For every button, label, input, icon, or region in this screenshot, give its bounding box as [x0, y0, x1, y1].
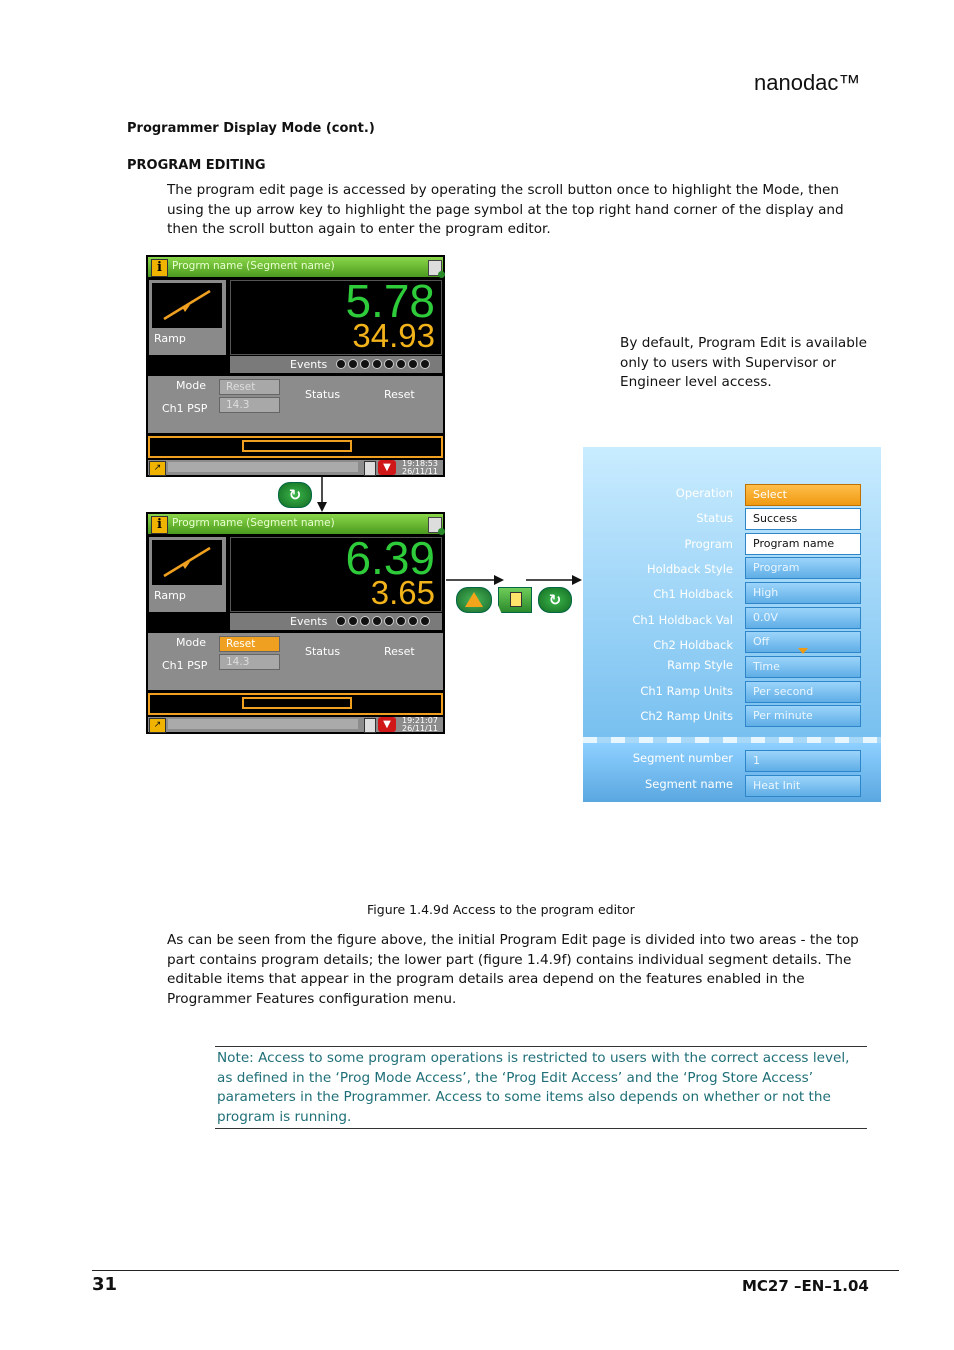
- info-icon[interactable]: i: [151, 516, 168, 534]
- event-dot: [372, 359, 382, 369]
- mode-field[interactable]: Reset: [219, 379, 280, 395]
- ramp-arrow-icon: [152, 283, 222, 328]
- holdback-style-field[interactable]: Program: [745, 557, 861, 579]
- mode-panel: [148, 633, 443, 690]
- ch1-holdback-label: Ch1 Holdback: [653, 587, 733, 601]
- time: 19:18:53: [402, 459, 438, 468]
- value-display: [230, 275, 442, 355]
- setpoint-value: 3.65: [370, 574, 435, 611]
- events-label: Events: [290, 358, 328, 371]
- event-dot: [360, 616, 370, 626]
- ch1-ramp-units-field[interactable]: Per second: [745, 681, 861, 703]
- status-label: Status: [305, 388, 341, 401]
- status-value: Reset: [384, 645, 415, 658]
- psp-field[interactable]: 14.3: [219, 397, 280, 413]
- psp-label: Ch1 PSP: [162, 402, 208, 415]
- ch2-ramp-units-label: Ch2 Ramp Units: [640, 709, 733, 723]
- mode-field[interactable]: Reset: [219, 636, 280, 652]
- ch1-holdback-field[interactable]: High: [745, 582, 861, 604]
- event-dot: [396, 359, 406, 369]
- access-note: By default, Program Edit is available only to users with Supervisor or Engineer level access.: [620, 335, 868, 390]
- usb-icon: [364, 461, 376, 476]
- mode-label: Mode: [176, 636, 206, 649]
- setpoint-value: 34.93: [352, 317, 435, 354]
- process-value: 6.39: [345, 532, 435, 584]
- event-dot: [360, 359, 370, 369]
- ramp-style-label: Ramp Style: [667, 658, 733, 672]
- instrument-screen-1: [146, 255, 445, 477]
- message-area: [168, 719, 358, 729]
- mode-label: Mode: [176, 379, 206, 392]
- ramp-graphic: [152, 283, 222, 328]
- wrench-icon[interactable]: ↗: [149, 461, 166, 476]
- event-dot: [372, 616, 382, 626]
- ch2-holdback-field[interactable]: Off: [745, 631, 861, 653]
- status-label: Status: [696, 511, 733, 525]
- psp-field[interactable]: 14.3: [219, 654, 280, 670]
- info-icon[interactable]: i: [151, 259, 168, 277]
- ch1-holdback-val-field[interactable]: 0.0V: [745, 607, 861, 629]
- ch1-holdback-val-label: Ch1 Holdback Val: [632, 613, 733, 627]
- date: 26/11/11: [402, 724, 438, 733]
- scroll-button[interactable]: ↻: [538, 587, 572, 613]
- segment-name-label: Segment name: [644, 777, 733, 791]
- segment-number-field[interactable]: 1: [745, 750, 861, 772]
- events-label: Events: [290, 615, 328, 628]
- ch2-ramp-units-field[interactable]: Per minute: [745, 705, 861, 727]
- ch1-ramp-units-label: Ch1 Ramp Units: [640, 684, 733, 698]
- access-level-note: Note: Access to some program operations is restricted to users with the correct access level, as defined in the ‘Prog Mode Access’, the ‘Prog Edit Access’ and the ‘Prog Store Access’ parameters in the Programmer. Access to some items also depends on whether or not the program is running.: [215, 1046, 867, 1129]
- psp-label: Ch1 PSP: [162, 659, 208, 672]
- ramp-graphic: [152, 540, 222, 585]
- instrument-screen-2: [146, 512, 445, 734]
- event-dot: [384, 616, 394, 626]
- events-bar: [230, 356, 442, 373]
- event-indicators: [336, 616, 430, 626]
- ramp-style-field[interactable]: Time: [745, 656, 861, 678]
- ramp-indicator: [149, 537, 226, 612]
- process-value: 5.78: [345, 275, 435, 327]
- event-dot: [348, 359, 358, 369]
- program-editor: [583, 447, 881, 802]
- scroll-down-icon: [798, 648, 808, 654]
- scroll-button[interactable]: ↻: [278, 482, 312, 508]
- brand-title: nanodac™: [754, 70, 861, 95]
- ramp-label: Ramp: [154, 332, 186, 345]
- segment-number-label: Segment number: [632, 751, 733, 765]
- status-bar: [148, 460, 443, 475]
- alarm-icon[interactable]: ▼: [378, 717, 396, 732]
- event-dot: [336, 359, 346, 369]
- program-title: Progrm name (Segment name): [172, 517, 335, 529]
- event-indicators: [336, 359, 430, 369]
- page-number: 31: [92, 1274, 118, 1295]
- events-bar: [230, 613, 442, 630]
- clock: [402, 717, 438, 733]
- event-dot: [408, 359, 418, 369]
- program-progress: [148, 436, 443, 458]
- value-display: [230, 532, 442, 612]
- program-title: Progrm name (Segment name): [172, 260, 335, 272]
- body-paragraph: As can be seen from the figure above, the initial Program Edit page is divided into two areas - the top part contains program details; the lower part (figure 1.4.9f) contains individual segment details. The editable items that appear in the program details area depend on the features enabled in the Programmer Features configuration menu.: [167, 932, 859, 1007]
- event-dot: [336, 616, 346, 626]
- status-bar: [148, 717, 443, 732]
- clock: [402, 460, 438, 476]
- program-label: Program: [684, 537, 733, 551]
- event-dot: [420, 616, 430, 626]
- ramp-label: Ramp: [154, 589, 186, 602]
- ramp-arrow-icon: [152, 540, 222, 585]
- event-dot: [420, 359, 430, 369]
- operation-label: Operation: [675, 486, 733, 500]
- alarm-icon[interactable]: ▼: [378, 460, 396, 475]
- footer-rule: [92, 1270, 899, 1271]
- intro-paragraph: The program edit page is accessed by operating the scroll button once to highlight the Mode, then using the up arrow key to highlight the page symbol at the top right hand corner of the display and then the scroll button again to enter the program editor.: [167, 182, 844, 237]
- page-button[interactable]: [498, 587, 532, 613]
- message-area: [168, 462, 358, 472]
- status-field[interactable]: Success: [745, 508, 861, 530]
- program-field[interactable]: Program name: [745, 533, 861, 555]
- document-code: MC27 –EN–1.04: [742, 1277, 869, 1295]
- status-label: Status: [305, 645, 341, 658]
- event-dot: [348, 616, 358, 626]
- section-title: Programmer Display Mode (cont.): [127, 121, 375, 136]
- ch2-holdback-label: Ch2 Holdback: [653, 638, 733, 652]
- wrench-icon[interactable]: ↗: [149, 718, 166, 733]
- program-progress: [148, 693, 443, 715]
- event-dot: [408, 616, 418, 626]
- operation-field[interactable]: Select: [745, 484, 861, 506]
- ramp-indicator: [149, 280, 226, 355]
- event-dot: [396, 616, 406, 626]
- section-subtitle: PROGRAM EDITING: [127, 158, 266, 173]
- mode-panel: [148, 376, 443, 433]
- date: 26/11/11: [402, 467, 438, 476]
- holdback-style-label: Holdback Style: [646, 562, 733, 576]
- segment-name-field[interactable]: Heat Init: [745, 775, 861, 797]
- segment-marker: [242, 697, 352, 709]
- figure-caption: Figure 1.4.9d Access to the program editor: [367, 902, 635, 917]
- up-arrow-button[interactable]: [456, 587, 492, 613]
- usb-icon: [364, 718, 376, 733]
- time: 19:21:07: [402, 716, 438, 725]
- segment-marker: [242, 440, 352, 452]
- event-dot: [384, 359, 394, 369]
- status-value: Reset: [384, 388, 415, 401]
